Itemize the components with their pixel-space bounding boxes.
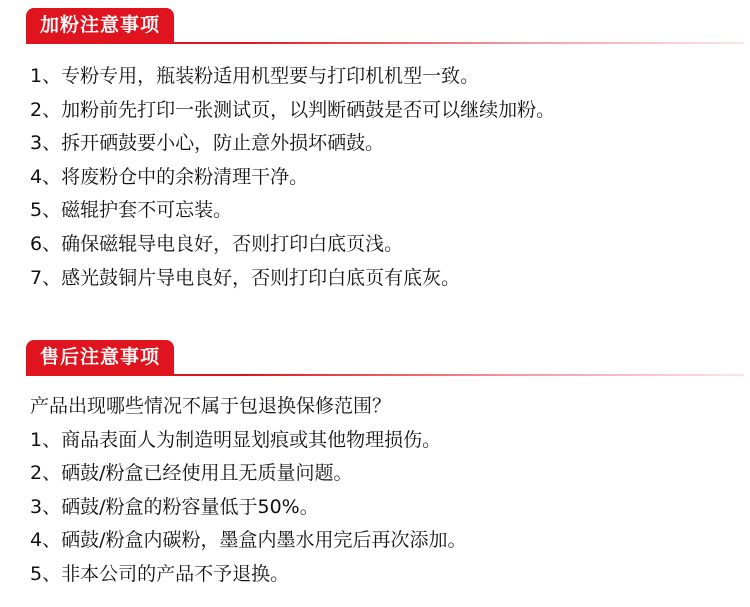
list-item: 1、商品表面人为制造明显划痕或其他物理损伤。 — [30, 428, 442, 451]
powder-refill-notes-section — [0, 8, 750, 289]
list-item: 1、专粉专用，瓶装粉适用机型要与打印机机型一致。 — [30, 65, 480, 87]
list-item: 4、硒鼓/粉盒内碳粉，墨盒内墨水用完后再次添加。 — [30, 529, 467, 552]
list-item: 3、硒鼓/粉盒的粉容量低于50%。 — [30, 495, 319, 518]
list-intro: 产品出现哪些情况不属于包退换保修范围？ — [30, 395, 392, 417]
section-header — [0, 8, 750, 44]
list-item: 4、将废粉仓中的余粉清理干净。 — [30, 165, 309, 188]
section-title: 加粉注意事项 — [26, 8, 174, 42]
notes-list — [30, 60, 555, 295]
section-header — [0, 340, 750, 376]
list-item: 5、非本公司的产品不予退换。 — [30, 562, 290, 585]
section-divider — [26, 374, 744, 376]
notes-list — [30, 390, 467, 592]
list-item: 2、硒鼓/粉盒已经使用且无质量问题。 — [30, 462, 353, 485]
section-title: 售后注意事项 — [26, 340, 174, 374]
list-item: 2、加粉前先打印一张测试页，以判断硒鼓是否可以继续加粉。 — [30, 98, 556, 121]
after-sales-notes-section — [0, 340, 750, 585]
section-divider — [26, 42, 744, 44]
list-item: 7、感光鼓铜片导电良好，否则打印白底页有底灰。 — [30, 266, 461, 289]
list-item: 5、磁辊护套不可忘装。 — [30, 199, 233, 222]
list-item: 3、拆开硒鼓要小心，防止意外损坏硒鼓。 — [30, 132, 385, 155]
list-item: 6、确保磁辊导电良好，否则打印白底页浅。 — [30, 232, 404, 255]
